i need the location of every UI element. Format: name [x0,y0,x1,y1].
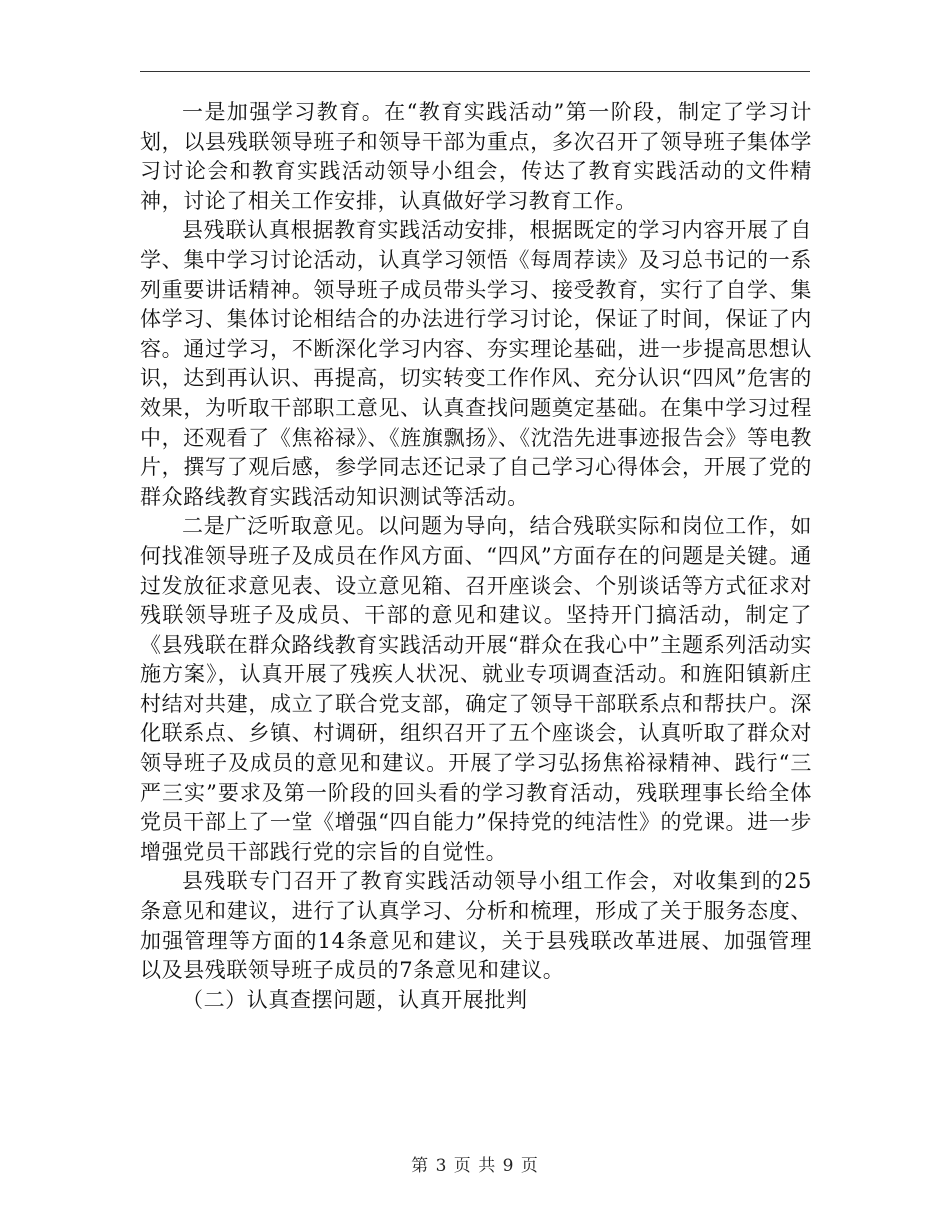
page-number-footer: 第 3 页 共 9 页 [411,1156,539,1176]
paragraph-study-education: 一是加强学习教育。在“教育实践活动”第一阶段，制定了学习计划，以县残联领导班子和领导干部为重点，多次召开了领导班子集体学习讨论会和教育实践活动领导小组会，传达了教育实践活动的文件精神，讨论了相关工作安排，认真做好学习教育工作。 [140,100,812,213]
paragraph-study-activities: 县残联认真根据教育实践活动安排，根据既定的学习内容开展了自学、集中学习讨论活动，认真学习领悟《每周荐读》及习总书记的一系列重要讲话精神。领导班子成员带头学习、接受教育，实行了自学、集体学习、集体讨论相结合的办法进行学习讨论，保证了时间，保证了内容。通过学习，不断深化学习内容、夯实理论基础，进一步提高思想认识，达到再认识、再提高，切实转变工作作风、充分认识“四风”危害的效果，为听取干部职工意见、认真查找问题奠定基础。在集中学习过程中，还观看了《焦裕禄》、《旌旗飘扬》、《沈浩先进事迹报告会》等电教片，撰写了观后感，参学同志还记录了自己学习心得体会，开展了党的群众路线教育实践活动知识测试等活动。 [140,218,812,509]
section-heading: （二）认真查摆问题，认真开展批判 [182,987,528,1012]
document-body [140,98,812,1015]
paragraph-opinions-summary: 县残联专门召开了教育实践活动领导小组工作会，对收集到的25条意见和建议，进行了认真学习、分析和梳理，形成了关于服务态度、加强管理等方面的14条意见和建议，关于县残联改革进展、加强管理以及县残联领导班子成员的7条意见和建议。 [140,869,812,983]
paragraph-listen-opinions: 二是广泛听取意见。以问题为导向，结合残联实际和岗位工作，如何找准领导班子及成员在作风方面、“四风”方面存在的问题是关键。通过发放征求意见表、设立意见箱、召开座谈会、个别谈话等方式征求对残联领导班子及成员、干部的意见和建议。坚持开门搞活动，制定了《县残联在群众路线教育实践活动开展“群众在我心中”主题系列活动实施方案》，认真开展了残疾人状况、就业专项调查活动。和旌阳镇新庄村结对共建，成立了联合党支部，确定了领导干部联系点和帮扶户。深化联系点、乡镇、村调研，组织召开了五个座谈会，认真听取了群众对领导班子及成员的意见和建议。开展了学习弘扬焦裕禄精神、践行“三严三实”要求及第一阶段的回头看的学习教育活动，残联理事长给全体党员干部上了一堂《增强“四自能力”保持党的纯洁性》的党课。进一步增强党员干部践行党的宗旨的自觉性。 [140,514,812,864]
header-rule [140,71,810,72]
